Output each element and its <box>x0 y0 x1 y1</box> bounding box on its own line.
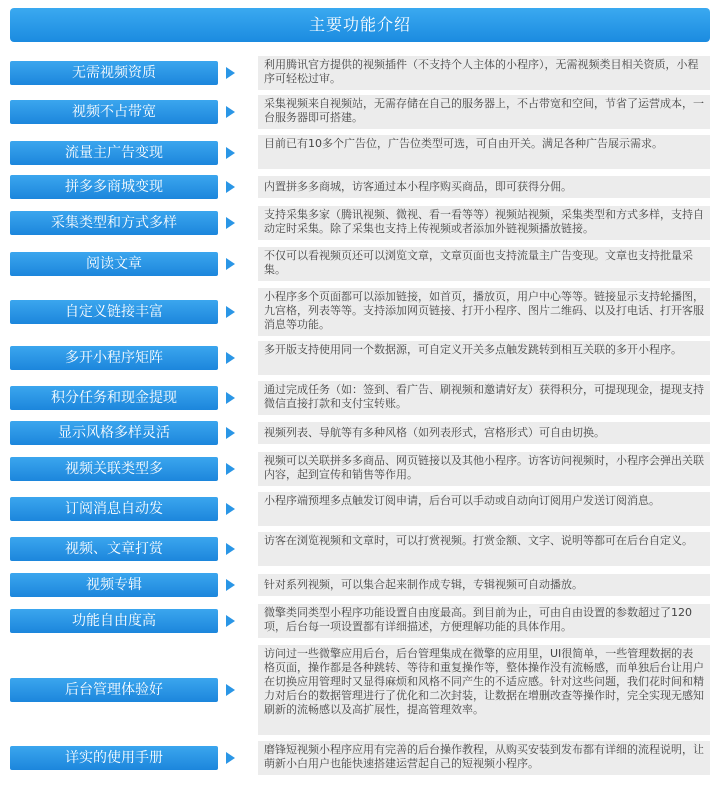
arrow-right-icon <box>226 392 235 404</box>
feature-description: 采集视频来自视频站，无需存储在自己的服务器上，不占带宽和空间，节省了运营成本，一台服务器即可搭建。 <box>258 95 710 129</box>
arrow-right-icon <box>226 543 235 555</box>
feature-description: 多开版支持使用同一个数据源，可自定义开关多点触发跳转到相互关联的多开小程序。 <box>258 341 710 375</box>
feature-row <box>0 573 720 597</box>
feature-row <box>0 741 720 775</box>
arrow-right-icon <box>226 579 235 591</box>
feature-description: 支持采集多家（腾讯视频、微视、看一看等等）视频站视频，采集类型和方式多样，支持自动定时采集。除了采集也支持上传视频或者添加外链视频播放链接。 <box>258 206 710 240</box>
feature-description: 通过完成任务（如：签到、看广告、刷视频和邀请好友）获得积分，可提现现金，提现支持微信直接打款和支付宝转账。 <box>258 381 710 415</box>
feature-row <box>0 452 720 486</box>
feature-row <box>0 492 720 526</box>
feature-label: 后台管理体验好 <box>10 678 218 702</box>
feature-label: 拼多多商城变现 <box>10 175 218 199</box>
feature-description: 小程序多个页面都可以添加链接，如首页，播放页，用户中心等等。链接显示支持轮播图，九宫格，列表等等。支持添加网页链接、打开小程序、图片二维码、以及打电话、打开客服消息等功能。 <box>258 288 710 336</box>
feature-label: 视频不占带宽 <box>10 100 218 124</box>
feature-label: 积分任务和现金提现 <box>10 386 218 410</box>
feature-row <box>0 135 720 169</box>
feature-description: 访问过一些微擎应用后台，后台管理集成在微擎的应用里，UI很简单，一些管理数据的表格页面，操作都是各种跳转、等待和重复操作等，整体操作没有流畅感，而单独后台让用户在切换应用管理时又显得麻烦和风格不同产生的不适应感。针对这些问题，我们花时间和精力对后台的数据管理进行了优化和二次封装，让数据在增删改查等操作时，完全实现无感知刷新的流畅感以及高扩展性，提高管理效率。 <box>258 645 710 735</box>
arrow-right-icon <box>226 67 235 79</box>
feature-label: 订阅消息自动发 <box>10 497 218 521</box>
arrow-right-icon <box>226 463 235 475</box>
feature-label: 采集类型和方式多样 <box>10 211 218 235</box>
feature-description: 内置拼多多商城，访客通过本小程序购买商品，即可获得分佣。 <box>258 176 710 198</box>
feature-row <box>0 604 720 638</box>
feature-row <box>0 95 720 129</box>
feature-description: 微擎类同类型小程序功能设置自由度最高。到目前为止，可由自由设置的参数超过了120项，后台每一项设置都有详细描述，方便理解功能的具体作用。 <box>258 604 710 638</box>
arrow-right-icon <box>226 181 235 193</box>
feature-description: 利用腾讯官方提供的视频插件（不支持个人主体的小程序），无需视频类目相关资质，小程序可轻松过审。 <box>258 56 710 90</box>
feature-label: 自定义链接丰富 <box>10 300 218 324</box>
arrow-right-icon <box>226 217 235 229</box>
arrow-right-icon <box>226 106 235 118</box>
feature-row <box>0 381 720 415</box>
feature-row <box>0 421 720 445</box>
feature-label: 无需视频资质 <box>10 61 218 85</box>
feature-label: 视频专辑 <box>10 573 218 597</box>
arrow-right-icon <box>226 147 235 159</box>
arrow-right-icon <box>226 306 235 318</box>
feature-label: 详实的使用手册 <box>10 746 218 770</box>
arrow-right-icon <box>226 684 235 696</box>
arrow-right-icon <box>226 258 235 270</box>
feature-row <box>0 206 720 240</box>
feature-label: 功能自由度高 <box>10 609 218 633</box>
feature-description: 磨锋短视频小程序应用有完善的后台操作教程，从购买安装到发布都有详细的流程说明，让萌新小白用户也能快速搭建运营起自己的短视频小程序。 <box>258 741 710 775</box>
feature-row <box>0 175 720 199</box>
feature-description: 视频列表、导航等有多种风格（如列表形式，宫格形式）可自由切换。 <box>258 422 710 444</box>
feature-row <box>0 288 720 336</box>
feature-label: 显示风格多样灵活 <box>10 421 218 445</box>
feature-row <box>0 56 720 90</box>
feature-row <box>0 341 720 375</box>
feature-description: 小程序端预埋多点触发订阅申请，后台可以手动或自动向订阅用户发送订阅消息。 <box>258 492 710 526</box>
feature-label: 多开小程序矩阵 <box>10 346 218 370</box>
feature-row <box>0 532 720 566</box>
arrow-right-icon <box>226 503 235 515</box>
arrow-right-icon <box>226 427 235 439</box>
feature-description: 针对系列视频，可以集合起来制作成专辑，专辑视频可自动播放。 <box>258 574 710 596</box>
feature-label: 阅读文章 <box>10 252 218 276</box>
page-title: 主要功能介绍 <box>10 8 710 42</box>
feature-row <box>0 247 720 281</box>
feature-description: 不仅可以看视频页还可以浏览文章，文章页面也支持流量主广告变现。文章也支持批量采集。 <box>258 247 710 281</box>
feature-label: 流量主广告变现 <box>10 141 218 165</box>
arrow-right-icon <box>226 752 235 764</box>
feature-description: 访客在浏览视频和文章时，可以打赏视频。打赏金额、文字、说明等都可在后台自定义。 <box>258 532 710 566</box>
feature-description: 视频可以关联拼多多商品、网页链接以及其他小程序。访客访问视频时，小程序会弹出关联内容，起到宣传和销售等作用。 <box>258 452 710 486</box>
arrow-right-icon <box>226 615 235 627</box>
arrow-right-icon <box>226 352 235 364</box>
feature-description: 目前已有10多个广告位，广告位类型可选，可自由开关。满足各种广告展示需求。 <box>258 135 710 169</box>
feature-label: 视频、文章打赏 <box>10 537 218 561</box>
feature-row <box>0 645 720 735</box>
feature-label: 视频关联类型多 <box>10 457 218 481</box>
